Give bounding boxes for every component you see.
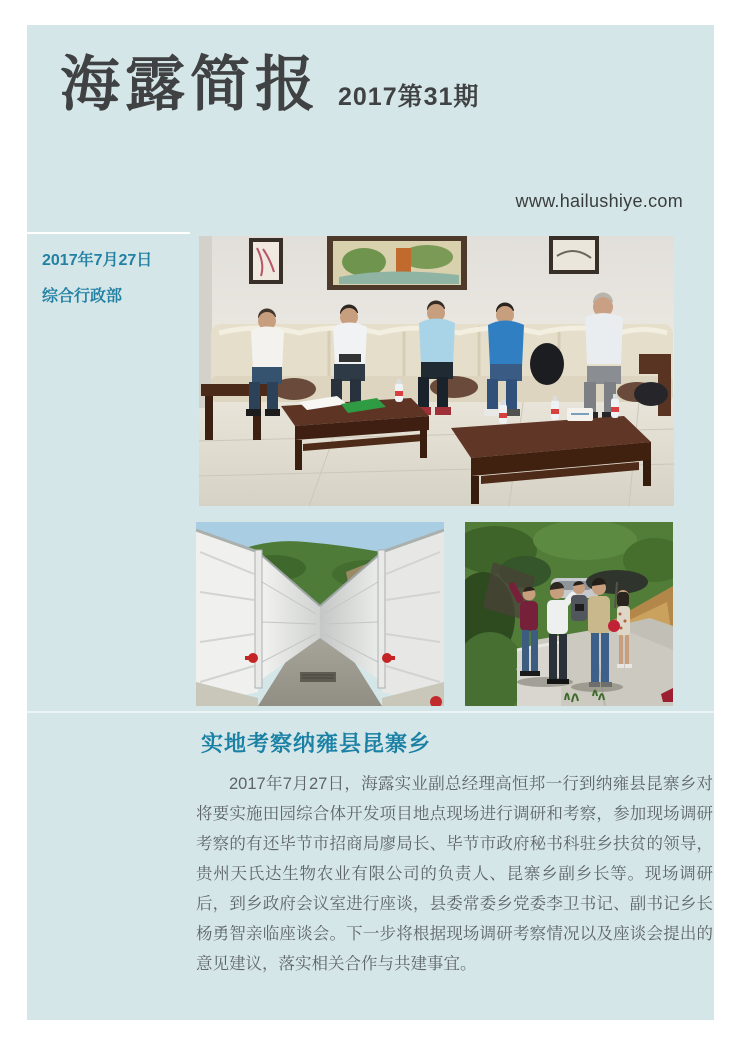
masthead [60, 50, 479, 119]
section-divider-line [27, 711, 714, 713]
publication-date: 2017年7月27日 [42, 252, 153, 269]
newsletter-title: 海露简报 [60, 51, 320, 118]
person-behind [571, 581, 587, 621]
meeting-room-photo [199, 236, 674, 506]
greenhouse-corridor-photo [196, 522, 444, 706]
website-url: www.hailushiye.com [515, 191, 683, 211]
article-body: 2017年7月27日，海露实业副总经理高恒邦一行到纳雍县昆寨乡对将要实施田园综合体开发项目地点现场进行调研和考察，参加现场调研考察的有还毕节市招商局廖局长、毕节市政府秘书科驻乡扶贫的领导，贵州天氏达生物农业有限公司的负责人、昆寨乡副乡长等。现场调研后，到乡政府会议室进行座谈，县委常委乡党委李卫书记、副书记乡长杨勇智亲临座谈会。下一步将根据现场调研考察情况以及座谈会提出的意见建议，落实相关合作与共建事宜。 [196, 775, 713, 973]
issue-number: 2017第31期 [338, 83, 480, 111]
department-label: 综合行政部 [42, 288, 123, 305]
left-divider-line [27, 232, 190, 234]
site-inspection-photo [465, 522, 673, 706]
article-heading: 实地考察纳雍县昆寨乡 [201, 731, 432, 756]
